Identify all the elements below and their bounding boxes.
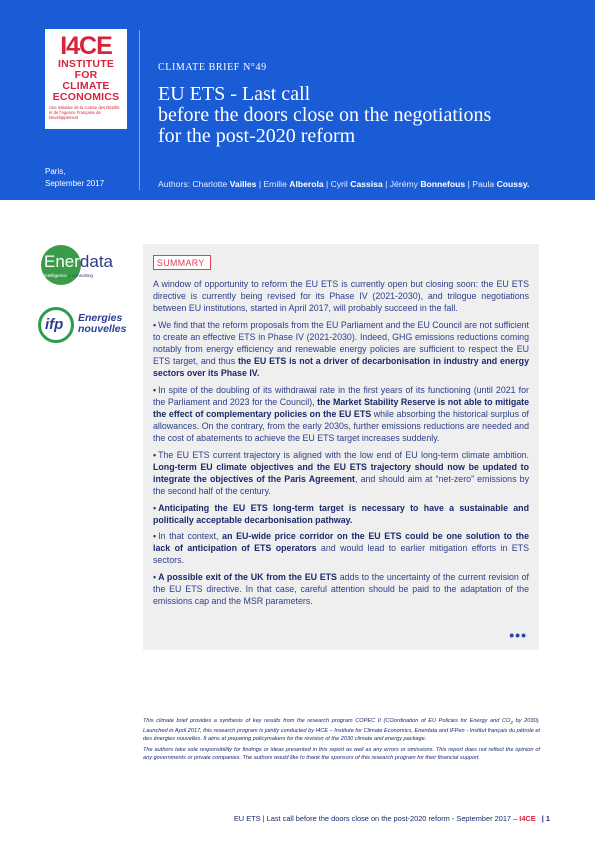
enerdata-subtitle bbox=[44, 273, 93, 278]
title-line-2: before the doors close on the negotiations bbox=[158, 104, 492, 126]
summary-intro: A window of opportunity to reform the EU ETS is currently open but closing soon: the EU ETS directive is currently being revised for its Phase IV (2021-2030), and trilogue negotiations between EU institutions, started in April 2017, will probably succeed in the fall. bbox=[153, 279, 529, 314]
bullet-bold: the Market Stability Reserve is not able to mitigate the effect of complementary policies on the EU ETS bbox=[153, 396, 530, 419]
summary-bullet bbox=[153, 449, 529, 497]
enerdata-part1: Ener bbox=[44, 252, 80, 271]
header-band bbox=[0, 0, 595, 200]
bullet-text: In that context, bbox=[158, 531, 219, 542]
author-first: Paula bbox=[472, 179, 495, 189]
logo-line-1: INSTITUTE FOR bbox=[57, 58, 115, 81]
summary-bullet bbox=[153, 571, 529, 607]
summary-bullet bbox=[153, 530, 529, 566]
author-last: Bonnefous bbox=[420, 179, 466, 189]
author-first: Jérémy bbox=[389, 179, 418, 189]
place: Paris, bbox=[45, 167, 66, 176]
i4ce-logo[interactable] bbox=[45, 29, 127, 129]
footer-text: EU ETS | Last call before the doors close on the post-2020 reform - September 2017 – bbox=[233, 814, 518, 823]
logo-line-2: CLIMATE bbox=[62, 80, 110, 92]
logo-tagline: Une initiative de la Caisse des Dépôts et de l'Agence Française de Développement bbox=[49, 105, 120, 120]
enerdata-sub1: intelligence bbox=[44, 273, 67, 278]
brief-number: CLIMATE BRIEF N°49 bbox=[158, 62, 267, 73]
footnote bbox=[143, 717, 540, 765]
bullet-bold: the EU ETS is not a driver of decarbonisation in industry and energy sectors over its Phase IV. bbox=[153, 356, 529, 379]
summary-body bbox=[153, 278, 529, 612]
bullet-text: The EU ETS current trajectory is aligned with the low end of EU long-term climate ambition. bbox=[158, 449, 529, 460]
footer-brand: I4CE bbox=[519, 814, 536, 823]
ifpen-mark: ifp bbox=[45, 316, 64, 333]
ifpen-wordmark bbox=[78, 313, 126, 335]
bullet-dot: • bbox=[153, 319, 157, 330]
logo-mark: I4CE bbox=[60, 32, 112, 60]
footnote-text: by 2030). Launched in April 2017, this research program is jointly conducted by I4CE – Institute for Climate Economics, Enerdata and IFPen - Institut français du pétrole et des énergies nouvelles. It aims at preparing policymakers for the revision of the 2030 climate and energy package. bbox=[143, 718, 540, 743]
footnote-text: This climate brief provides a synthesis of key results from the research program COPEC II (COordination of EU Policies for Energy and CO bbox=[143, 718, 511, 724]
author-first: Cyril bbox=[330, 179, 348, 189]
bullet-dot: • bbox=[153, 572, 157, 583]
document-title bbox=[158, 84, 578, 147]
author-last: Vailles bbox=[229, 179, 257, 189]
bullet-bold: A possible exit of the UK from the EU ETS bbox=[158, 572, 337, 583]
bullet-text: We find that the reform proposals from the EU Parliament and the EU Council are not sufficient to create an effective ETS in Phase IV (2021-2030). Indeed, GHG emissions reductions coming notably from energy efficiency and renewable energy policies are sufficient to respect the EU ETS target, and thus bbox=[153, 319, 529, 367]
author-last: Coussy bbox=[496, 179, 527, 189]
author-separator: | bbox=[326, 179, 329, 189]
bullet-text: In spite of the doubling of its withdrawal rate in the first years of its functioning (until 2021 for the Parliament and 2023 for the Council), bbox=[153, 384, 529, 407]
summary-bullet bbox=[153, 319, 529, 379]
author-separator: | bbox=[258, 179, 262, 189]
ifpen-logo[interactable] bbox=[38, 307, 128, 343]
page-footer bbox=[234, 814, 550, 823]
page-number: | 1 bbox=[541, 814, 550, 823]
summary-tag: SUMMARY bbox=[153, 255, 211, 270]
author-separator: | bbox=[467, 179, 470, 189]
footnote-paragraph-1 bbox=[143, 717, 540, 743]
summary-bullet bbox=[153, 384, 529, 444]
summary-bullet bbox=[153, 502, 529, 526]
authors-period: . bbox=[527, 179, 530, 189]
title-line-3: for the post-2020 reform bbox=[158, 125, 356, 147]
bullet-bold: Long-term EU climate objectives and the EU ETS trajectory should now be updated to integrate the objectives of the Paris Agreement bbox=[153, 461, 529, 484]
bullet-text: adds to the uncertainty of the current revision of the EU ETS directive. In that case, careful attention should be paid to the adaptation of the emissions cap and the MSR parameters. bbox=[153, 572, 529, 607]
title-line-1: EU ETS - Last call bbox=[158, 83, 311, 105]
bullet-bold: Anticipating the EU ETS long-term target is necessary to have a sustainable and politically acceptable decarbonisation pathway. bbox=[153, 502, 529, 525]
bullet-text: while absorbing the historical surplus of allowances. On the contrary, from the early 2030s, further emissions reductions are needed and the cost of abatements to achieve the EU ETS target increases suddenly. bbox=[153, 408, 529, 444]
enerdata-sub2: + consulting bbox=[68, 273, 93, 278]
enerdata-wordmark bbox=[44, 253, 113, 271]
place-date bbox=[45, 166, 104, 190]
author-last: Alberola bbox=[289, 179, 324, 189]
bullet-bold: an EU-wide price corridor on the EU ETS could be one solution to the lack of anticipation of ETS operators bbox=[153, 531, 529, 554]
bullet-dot: • bbox=[153, 531, 157, 542]
enerdata-logo[interactable] bbox=[40, 245, 122, 287]
logo-line-3: ECONOMICS bbox=[52, 91, 120, 103]
footnote-subscript: 2 bbox=[510, 720, 513, 726]
bullet-dot: • bbox=[153, 502, 157, 513]
bullet-dot: • bbox=[153, 449, 157, 460]
footnote-paragraph-2: The authors take sole responsibility for findings or ideas presented in this report as well as any errors or omissions. This report does not reflect the opinion of any governments or private companies. The authors would like to thank the sponsors of this research program for their financial support. bbox=[143, 747, 540, 762]
authors-label: Authors: bbox=[158, 179, 191, 189]
author-first: Charlotte bbox=[192, 179, 228, 189]
bullet-text: , and should aim at “net-zero” emissions by the second half of the century. bbox=[153, 473, 529, 496]
date: September 2017 bbox=[45, 179, 105, 188]
author-last: Cassisa bbox=[350, 179, 383, 189]
author-separator: | bbox=[385, 179, 388, 189]
summary-box bbox=[143, 244, 539, 650]
author-first: Emilie bbox=[263, 179, 287, 189]
enerdata-part2: data bbox=[79, 252, 114, 271]
summary-bullets bbox=[153, 319, 529, 608]
header-divider bbox=[139, 30, 140, 190]
ifpen-word-2: nouvelles bbox=[78, 323, 127, 335]
bullet-dot: • bbox=[153, 384, 157, 395]
bullet-text: and would lead to earlier mitigation efforts in ETS sectors. bbox=[153, 543, 529, 566]
ifpen-word-1: Energies bbox=[78, 312, 123, 324]
authors-line bbox=[158, 179, 529, 189]
more-dots-icon[interactable]: ••• bbox=[509, 627, 527, 643]
